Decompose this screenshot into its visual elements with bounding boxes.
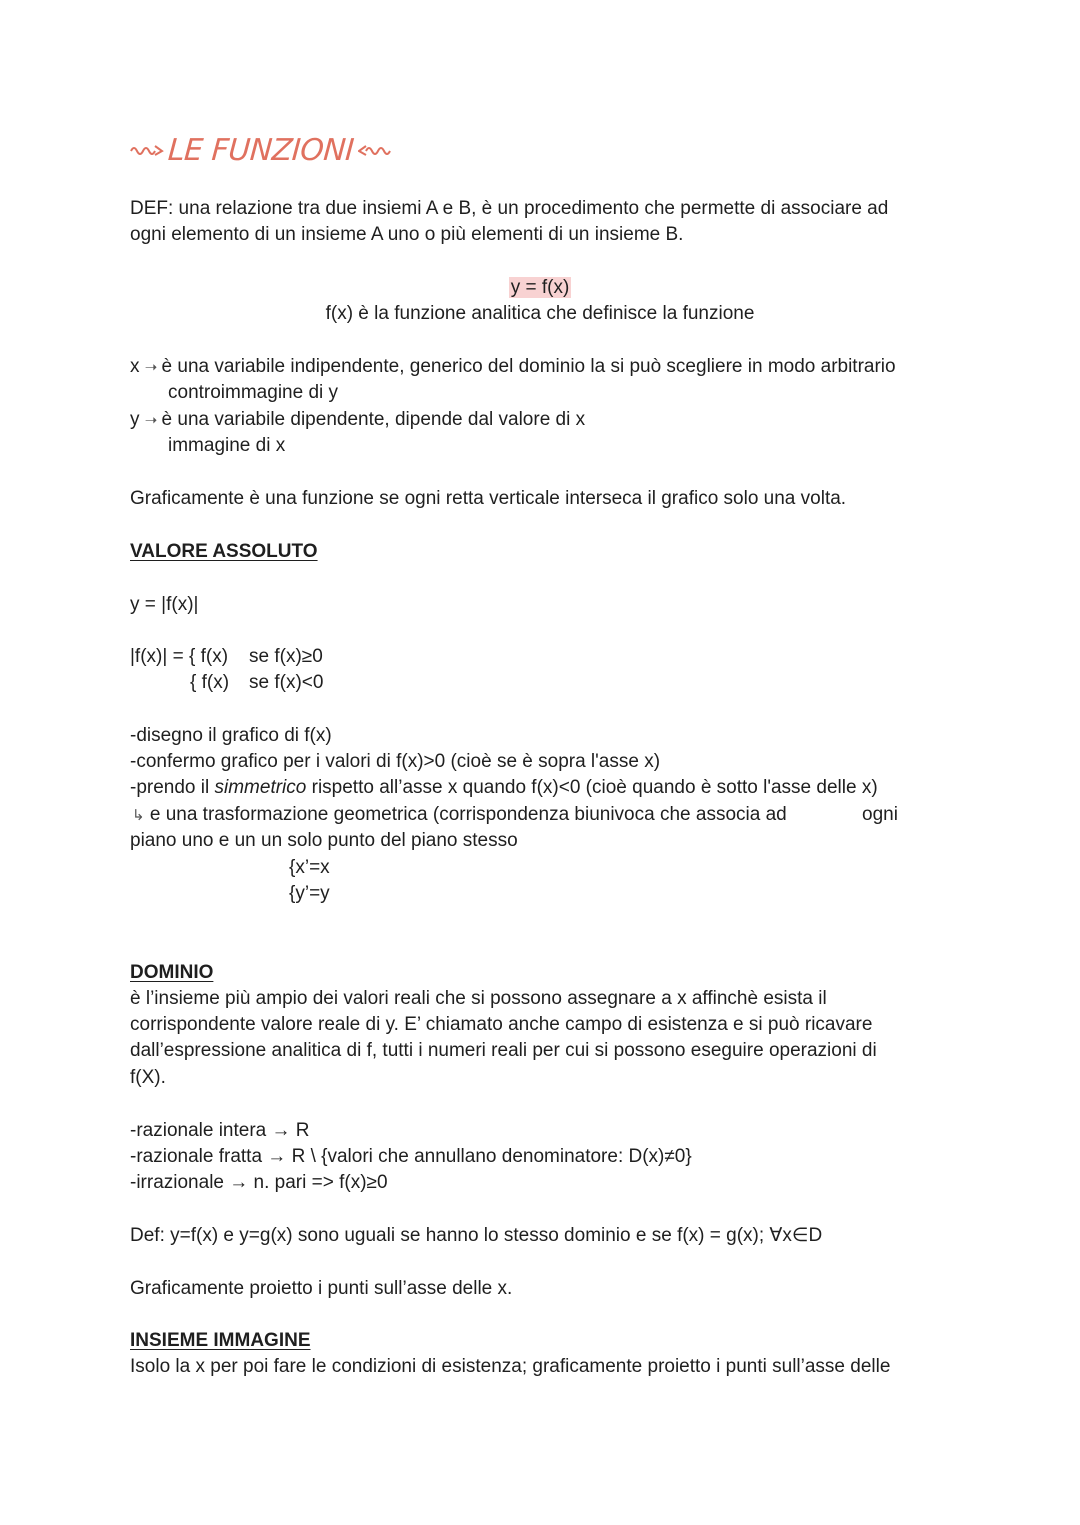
page-title: LE FUNZIONI bbox=[166, 132, 355, 168]
dominio-line-1: è l’insieme più ampio dei valori reali che si possono assegnare a x affinchè esista il bbox=[130, 988, 827, 1009]
var-y-line-2: immagine di x bbox=[168, 435, 286, 456]
var-y-row bbox=[130, 407, 585, 434]
arrow-right-icon: ➝ bbox=[144, 359, 162, 376]
return-arrow-icon: ↳ bbox=[132, 807, 145, 824]
formula-main: y = f(x) bbox=[510, 277, 570, 298]
var-y-line-1: è una variabile dipendente, dipende dal valore di x bbox=[161, 409, 586, 430]
abs-case-2-right: se f(x)<0 bbox=[249, 672, 324, 693]
dominio-graph-note: Graficamente proietto i punti sull’asse delle x. bbox=[130, 1278, 513, 1299]
definition-line-2: ogni elemento di un insieme A uno o più elementi di un insieme B. bbox=[130, 224, 684, 245]
immagine-line-1: Isolo la x per poi fare le condizioni di esistenza; graficamente proietto i punti sull’asse delle bbox=[130, 1356, 891, 1377]
dominio-line-4: f(X). bbox=[130, 1067, 166, 1088]
var-x-row bbox=[130, 354, 896, 381]
abs-step-4-tail: ogni bbox=[862, 804, 898, 825]
abs-case-2-left: { f(x) bbox=[190, 672, 230, 693]
dominio-rule-2: -razionale fratta → R \ {valori che annullano denominatore: D(x)≠0} bbox=[130, 1146, 692, 1167]
var-x-label: x bbox=[130, 356, 140, 377]
section-heading-dominio: DOMINIO bbox=[130, 962, 214, 983]
dominio-rule-1: -razionale intera → R bbox=[130, 1120, 310, 1141]
abs-system-2: {y’=y bbox=[289, 883, 330, 904]
section-heading-immagine: INSIEME IMMAGINE bbox=[130, 1330, 311, 1351]
abs-case-1-left: |f(x)| = { f(x) bbox=[130, 646, 229, 667]
abs-step-2: -confermo grafico per i valori di f(x)>0 (cioè se è sopra l'asse x) bbox=[130, 751, 661, 772]
abs-equation: y = |f(x)| bbox=[130, 594, 199, 615]
formula-main-row bbox=[130, 275, 950, 301]
abs-step-4-row bbox=[132, 802, 787, 829]
var-x-line-1: è una variabile indipendente, generico del dominio la si può scegliere in modo arbitrario bbox=[161, 356, 896, 377]
dominio-rule-3: -irrazionale → n. pari => f(x)≥0 bbox=[130, 1172, 388, 1193]
abs-step-4-text: e una trasformazione geometrica (corrispondenza biunivoca che associa ad bbox=[149, 804, 787, 825]
dominio-line-2: corrispondente valore reale di y. E’ chiamato anche campo di esistenza e si può ricavare bbox=[130, 1014, 873, 1035]
var-y-label: y bbox=[130, 409, 140, 430]
squiggle-arrow-left-icon bbox=[130, 143, 164, 157]
graph-note: Graficamente è una funzione se ogni retta verticale interseca il grafico solo una volta. bbox=[130, 488, 847, 509]
abs-case-1-right: se f(x)≥0 bbox=[249, 646, 323, 667]
abs-system-1: {x’=x bbox=[289, 857, 330, 878]
title-block bbox=[130, 128, 394, 172]
var-x-line-2: controimmagine di y bbox=[168, 382, 339, 403]
abs-step-3: -prendo il simmetrico rispetto all’asse x quando f(x)<0 (cioè quando è sotto l'asse delle x) bbox=[130, 777, 878, 798]
squiggle-arrow-right-icon bbox=[358, 143, 394, 157]
section-heading-abs: VALORE ASSOLUTO bbox=[130, 541, 318, 562]
dominio-line-3: dall’espressione analitica di f, tutti i numeri reali per cui si possono eseguire operazioni di bbox=[130, 1040, 877, 1061]
abs-step-1: -disegno il grafico di f(x) bbox=[130, 725, 332, 746]
abs-step-5: piano uno e un un solo punto del piano stesso bbox=[130, 830, 518, 851]
dominio-definition: Def: y=f(x) e y=g(x) sono uguali se hanno lo stesso dominio e se f(x) = g(x); ∀x∈D bbox=[130, 1225, 823, 1246]
formula-description: f(x) è la funzione analitica che definisce la funzione bbox=[325, 303, 755, 324]
arrow-right-icon: ➝ bbox=[144, 412, 162, 429]
definition-line-1: DEF: una relazione tra due insiemi A e B, è un procedimento che permette di associare ad bbox=[130, 198, 889, 219]
